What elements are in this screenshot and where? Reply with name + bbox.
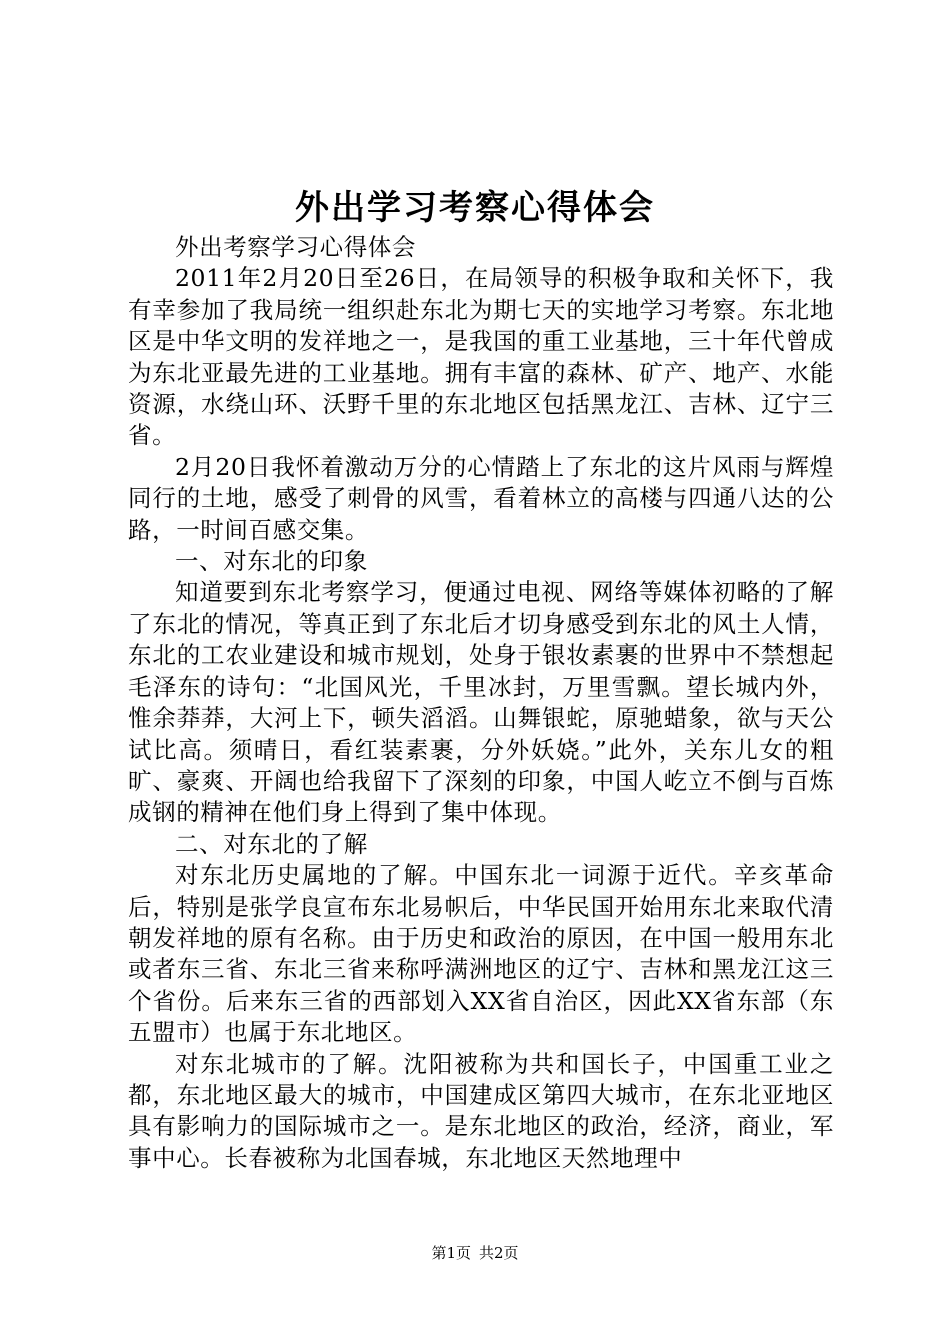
section-heading: 一、对东北的印象 [175,547,368,576]
body-paragraph: 2月20日我怀着激动万分的心情踏上了东北的这片风雨与辉煌同行的土地，感受了刺骨的风雪，看着林立的高楼与四通八达的公路，一时间百感交集。 [128,452,834,544]
page-footer [0,1243,950,1263]
body-paragraph: 对东北历史属地的了解。中国东北一词源于近代。辛亥革命后，特别是张学良宣布东北易帜后，中华民国开始用东北来取代清朝发祥地的原有名称。由于历史和政治的原因，在中国一般用东北或者东三省、东北三省来称呼满洲地区的辽宁、吉林和黑龙江这三个省份。后来东三省的西部划入XX省自治区，因此XX省东部（东五盟市）也属于东北地区。 [128,861,834,1047]
body-paragraph: 对东北城市的了解。沈阳被称为共和国长子，中国重工业之都，东北地区最大的城市，中国建成区第四大城市，在东北亚地区具有影响力的国际城市之一。是东北地区的政治，经济，商业，军事中心。长春被称为北国春城，东北地区天然地理中 [128,1049,834,1172]
subtitle-paragraph: 外出考察学习心得体会 [175,233,416,261]
section-heading: 二、对东北的了解 [175,829,368,858]
page-number: 第1页 [431,1244,471,1262]
body-paragraph: 2011年2月20日至26日，在局领导的积极争取和关怀下，我有幸参加了我局统一组织赴东北为期七天的实地学习考察。东北地区是中华文明的发祥地之一，是我国的重工业基地，三十年代曾成为东北亚最先进的工业基地。拥有丰富的森林、矿产、地产、水能资源，水绕山环、沃野千里的东北地区包括黑龙江、吉林、辽宁三省。 [128,264,834,450]
document-body [128,232,834,1174]
page-total: 共2页 [479,1244,519,1262]
page-title: 外出学习考察心得体会 [295,188,655,228]
body-paragraph: 知道要到东北考察学习，便通过电视、网络等媒体初略的了解了东北的情况，等真正到了东北后才切身感受到东北的风土人情，东北的工农业建设和城市规划，处身于银妆素裹的世界中不禁想起毛泽东的诗句：“北国风光，千里冰封，万里雪飘。望长城内外，惟余莽莽，大河上下，顿失滔滔。山舞银蛇，原驰蜡象，欲与天公试比高。须晴日，看红装素裹，分外妖娆。”此外，关东儿女的粗旷、豪爽、开阔也给我留下了深刻的印象，中国人屹立不倒与百炼成钢的精神在他们身上得到了集中体现。 [128,578,834,827]
